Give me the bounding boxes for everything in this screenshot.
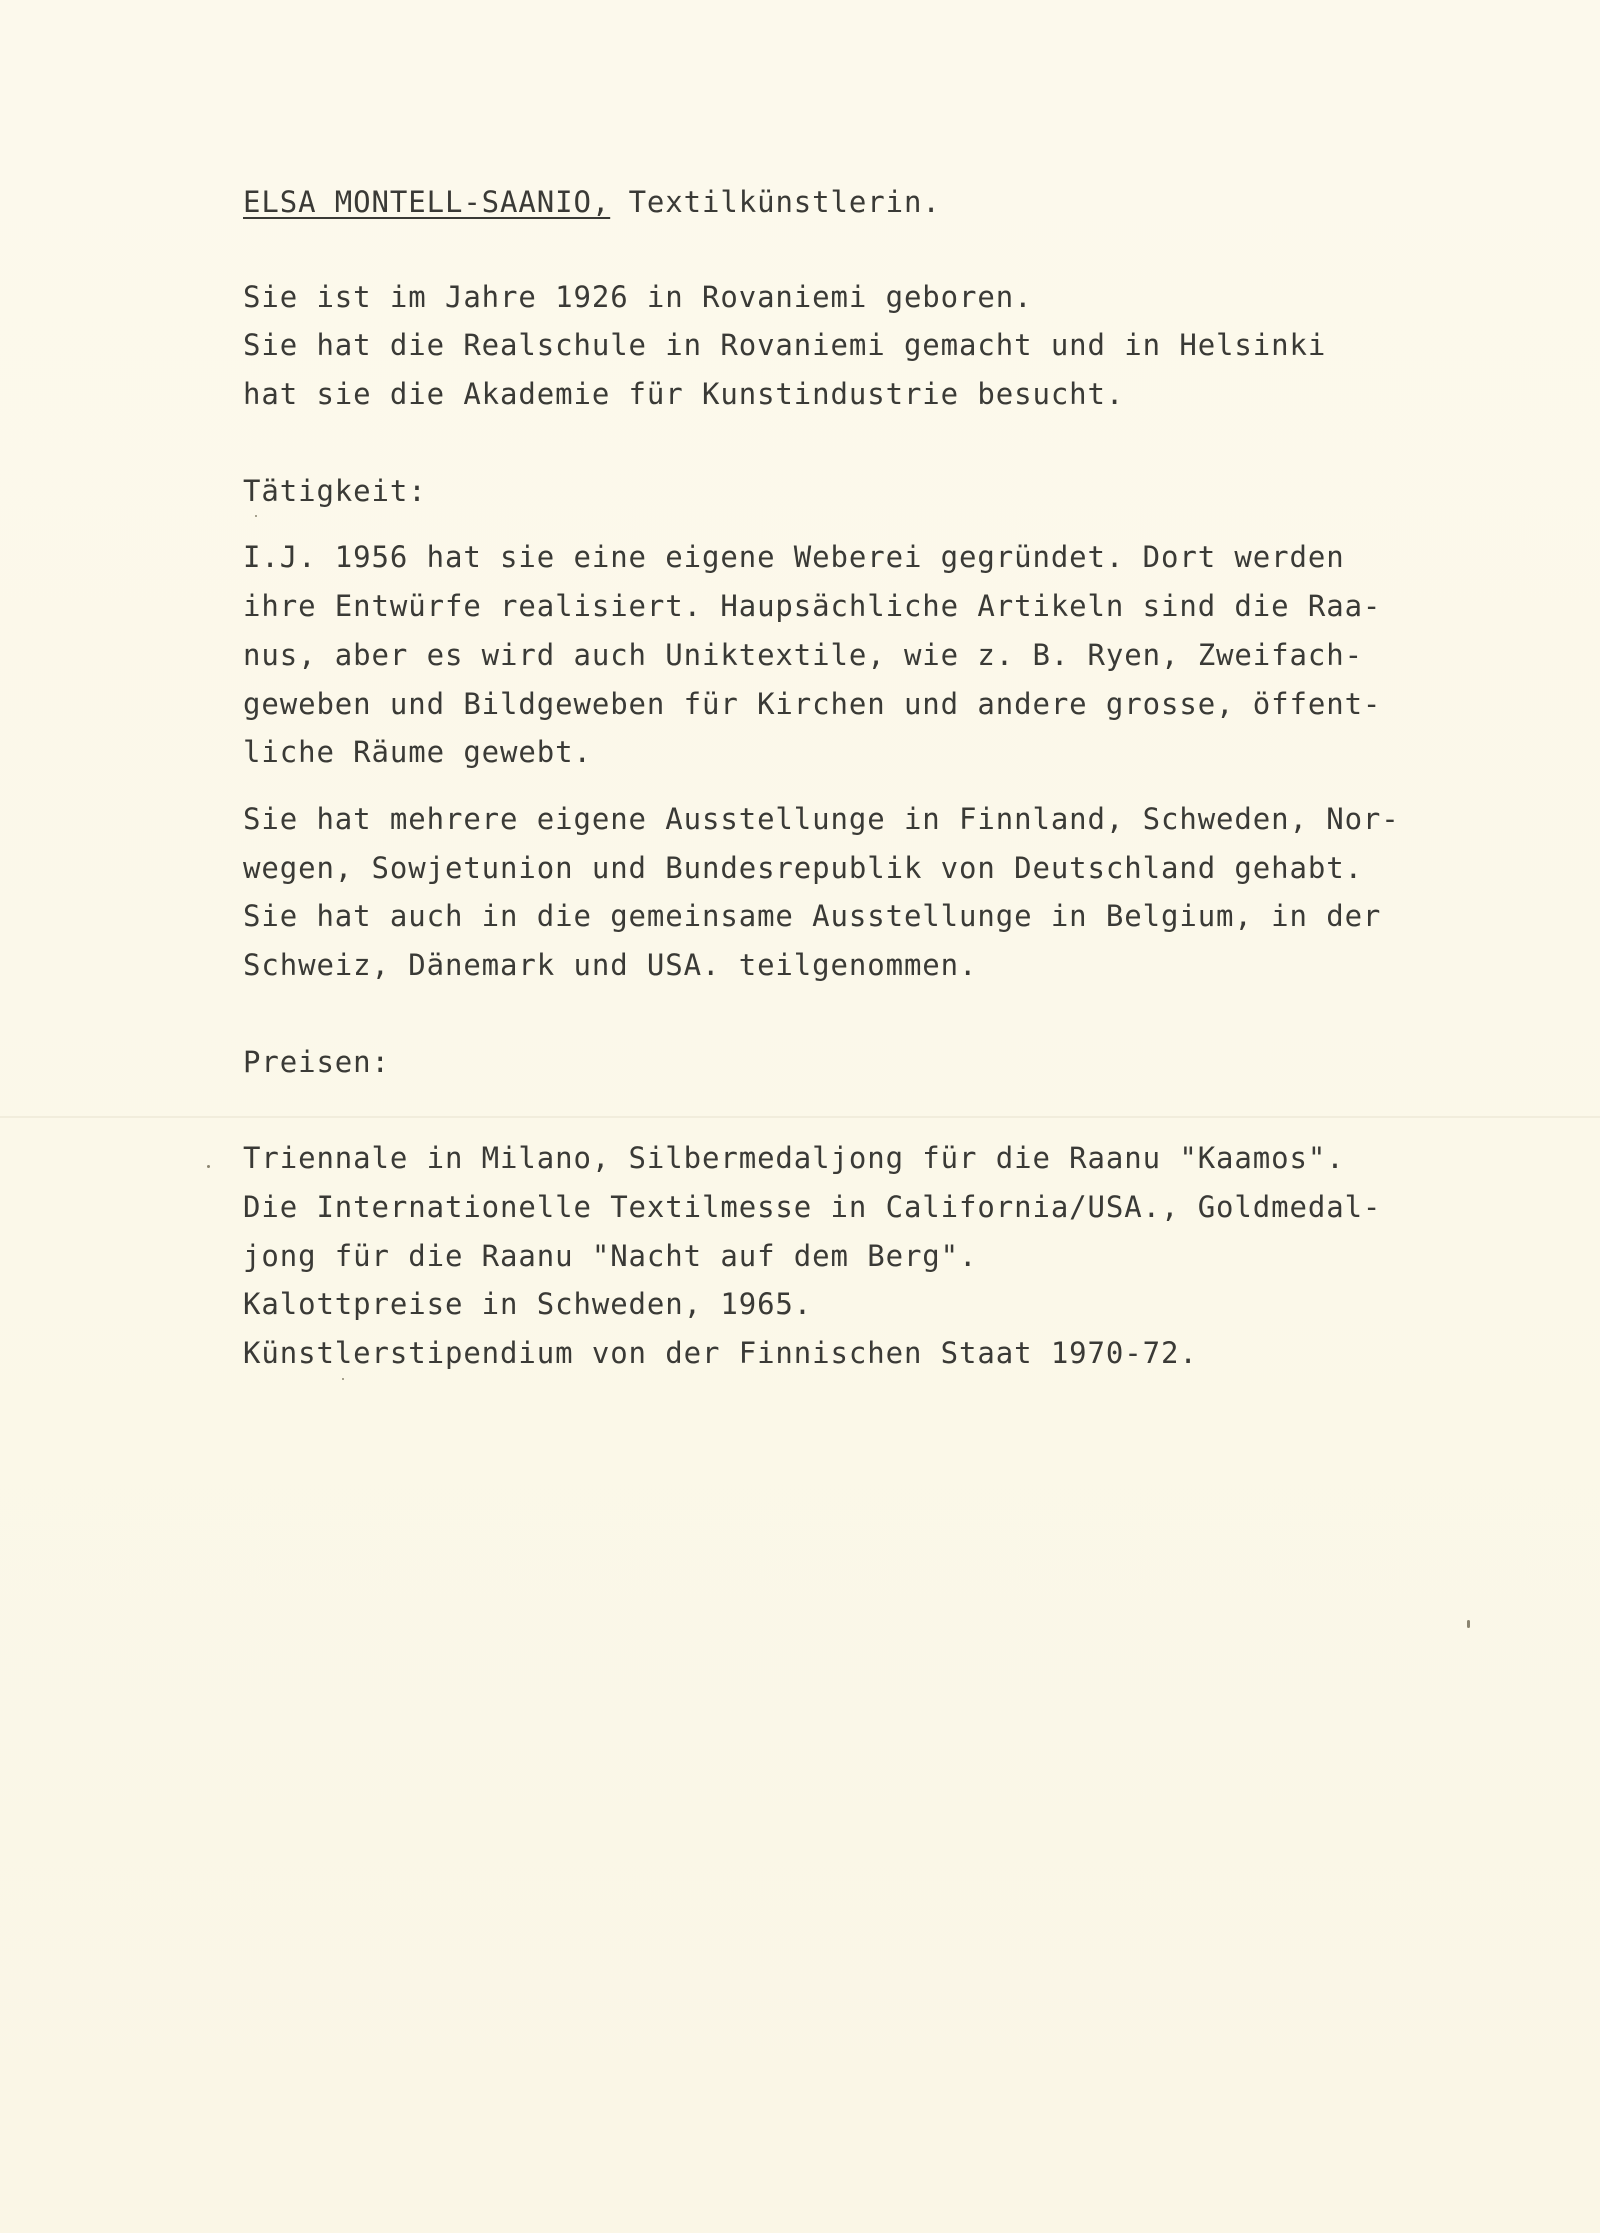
- intro-line-3: hat sie die Akademie für Kunstindustrie besucht.: [243, 377, 1125, 412]
- activity-line-1: I.J. 1956 hat sie eine eigene Weberei gegründet. Dort werden: [243, 540, 1345, 575]
- exhibitions-line-2: wegen, Sowjetunion und Bundesrepublik von Deutschland gehabt.: [243, 850, 1363, 885]
- prize-line-3: jong für die Raanu "Nacht auf dem Berg".: [243, 1238, 978, 1273]
- activity-line-2: ihre Entwürfe realisiert. Haupsächliche Artikeln sind die Raa-: [243, 589, 1382, 624]
- prize-line-2: Die Internationelle Textilmesse in California/USA., Goldmedal-: [243, 1190, 1382, 1224]
- intro-line-1: Sie ist im Jahre 1926 in Rovaniemi geboren.: [243, 279, 1033, 314]
- prize-line-5: Künstlerstipendium von der Finnischen Staat 1970-72.: [243, 1336, 1198, 1371]
- prize-line-1: Triennale in Milano, Silbermedaljong für die Raanu "Kaamos".: [243, 1141, 1345, 1176]
- exhibitions-line-1: Sie hat mehrere eigene Ausstellunge in Finnland, Schweden, Nor-: [243, 801, 1400, 836]
- activity-line-5: liche Räume gewebt.: [243, 735, 592, 770]
- prizes-heading: Preisen:: [243, 1044, 390, 1079]
- artist-profession: Textilkünstlerin.: [610, 185, 941, 219]
- activity-line-4: geweben und Bildgeweben für Kirchen und andere grosse, öffent-: [243, 686, 1382, 721]
- paper-speck: [207, 1165, 210, 1168]
- paper-speck: [342, 1378, 344, 1380]
- activity-heading: Tätigkeit:: [243, 473, 427, 508]
- exhibitions-line-3: Sie hat auch in die gemeinsame Ausstellunge in Belgium, in der: [243, 899, 1382, 934]
- intro-line-2: Sie hat die Realschule in Rovaniemi gemacht und in Helsinki: [243, 328, 1327, 363]
- prize-line-4: Kalottpreise in Schweden, 1965.: [243, 1287, 813, 1322]
- document-heading: [243, 178, 1523, 227]
- paper-speck: [1467, 1620, 1470, 1628]
- exhibitions-line-4: Schweiz, Dänemark und USA. teilgenommen.: [243, 947, 978, 982]
- activity-line-3: nus, aber es wird auch Uniktextile, wie z. B. Ryen, Zweifach-: [243, 637, 1363, 672]
- artist-name: ELSA MONTELL-SAANIO,: [243, 185, 611, 219]
- typewritten-text: [243, 178, 1523, 1378]
